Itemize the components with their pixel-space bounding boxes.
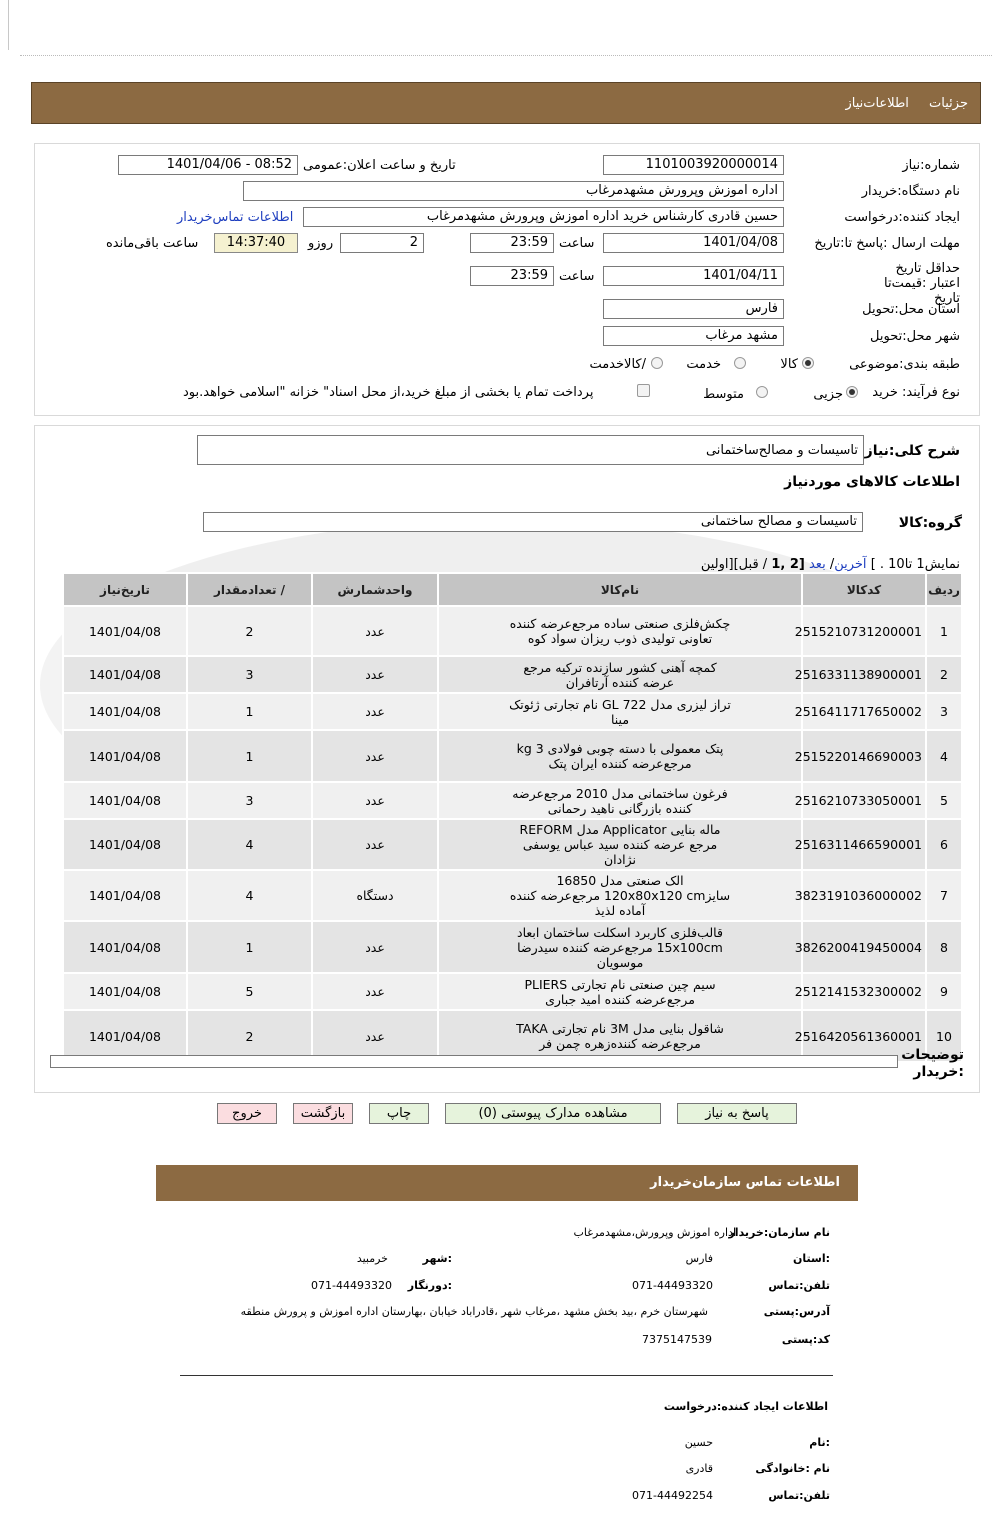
cell-unit: دستگاه bbox=[312, 870, 438, 921]
col-qty-header: / تعدادمقدار bbox=[187, 573, 312, 606]
pager-last-link[interactable]: آخرین bbox=[834, 557, 867, 572]
process-minor-label: جزیی bbox=[813, 387, 843, 402]
cell-row: 6 bbox=[926, 819, 962, 870]
cell-row: 9 bbox=[926, 973, 962, 1010]
cell-date: 1401/04/08 bbox=[63, 870, 187, 921]
cell-name: پتک معمولی با دسته چوبی فولادی 3 kg مرجع‌عرضه کننده ایران پتک bbox=[438, 730, 802, 782]
pager-prefix: نمایش1 تا10 . ] bbox=[870, 557, 960, 572]
cell-row: 5 bbox=[926, 782, 962, 819]
table-row[interactable] bbox=[63, 870, 962, 921]
table-header-row bbox=[63, 573, 962, 606]
deadline-date-field[interactable]: 1401/04/08 bbox=[603, 233, 784, 253]
cell-qty: 2 bbox=[187, 1010, 312, 1062]
category-goods-label: کالا bbox=[780, 357, 798, 372]
col-date-header: تاریخ‌نیاز bbox=[63, 573, 187, 606]
back-button[interactable]: بازگشت bbox=[293, 1103, 353, 1124]
buyer-notes-label: توضیحات :خریدار bbox=[901, 1047, 964, 1080]
announce-field[interactable]: 1401/04/06 - 08:52 bbox=[118, 155, 298, 175]
org-fax-value: 071-44493320 bbox=[311, 1279, 392, 1292]
page-border-line bbox=[8, 0, 9, 50]
radio-icon[interactable] bbox=[734, 357, 746, 369]
buyer-label: نام دستگاه:خریدار bbox=[861, 184, 960, 199]
creator-phone-label: تلفن:تماس bbox=[768, 1489, 830, 1502]
process-option-minor[interactable] bbox=[846, 384, 858, 399]
tab-details[interactable]: جزئیات bbox=[929, 96, 968, 111]
cell-name: کمچه آهنی کشور سازنده ترکیه مرجع عرضه کننده آرتافران bbox=[438, 656, 802, 693]
table-row[interactable] bbox=[63, 921, 962, 973]
general-description-label: شرح کلی:نیاز bbox=[864, 443, 960, 459]
creator-family-value: قادری bbox=[685, 1462, 713, 1475]
cell-unit: عدد bbox=[312, 782, 438, 819]
col-code-header: کدکالا bbox=[802, 573, 926, 606]
cell-unit: عدد bbox=[312, 819, 438, 870]
cell-qty: 4 bbox=[187, 819, 312, 870]
goods-group-field[interactable]: تاسیسات و مصالح ساختمانی bbox=[203, 512, 863, 532]
org-city-label: :شهر bbox=[422, 1252, 452, 1265]
cell-row: 4 bbox=[926, 730, 962, 782]
cell-name: شاقول بنایی مدل 3M نام تجارتی TAKA مرجع‌عرضه کننده‌زهره چمن فر bbox=[438, 1010, 802, 1062]
cell-unit: عدد bbox=[312, 693, 438, 730]
cell-code: 2516420561360001 bbox=[802, 1010, 926, 1062]
category-both-label: /کالاخدمت bbox=[589, 357, 646, 372]
treasury-checkbox[interactable] bbox=[637, 384, 650, 401]
cell-date: 1401/04/08 bbox=[63, 730, 187, 782]
cell-unit: عدد bbox=[312, 921, 438, 973]
payment-note: پرداخت تمام یا بخشی از مبلغ خرید،از محل اسناد" خزانه "اسلامی خواهد.بود bbox=[183, 385, 594, 400]
table-row[interactable] bbox=[63, 606, 962, 656]
table-row[interactable] bbox=[63, 730, 962, 782]
cell-row: 10 bbox=[926, 1010, 962, 1062]
deadline-time-field[interactable]: 23:59 bbox=[470, 233, 554, 253]
category-option-both[interactable] bbox=[651, 355, 663, 370]
radio-icon[interactable] bbox=[756, 386, 768, 398]
cell-date: 1401/04/08 bbox=[63, 1010, 187, 1062]
province-field[interactable]: فارس bbox=[603, 299, 784, 319]
section-divider bbox=[180, 1375, 833, 1376]
cell-name: سیم چین صنعتی نام تجارتی PLIERS مرجع‌عرضه کننده امید جباری bbox=[438, 973, 802, 1010]
days-label: روزو bbox=[308, 236, 334, 251]
city-field[interactable]: مشهد مرغاب bbox=[603, 326, 784, 346]
reply-button[interactable]: پاسخ به نیاز bbox=[677, 1103, 797, 1124]
buyer-contact-link[interactable]: اطلاعات تماس‌خریدار bbox=[177, 210, 294, 225]
org-contact-title: اطلاعات تماس سازمان‌خریدار bbox=[650, 1175, 840, 1190]
cell-qty: 1 bbox=[187, 921, 312, 973]
page-header bbox=[31, 82, 981, 124]
org-postal-value: 7375147539 bbox=[642, 1333, 712, 1346]
cell-name: تراز لیزری مدل GL 722 نام تجارتی ژئوتک مینا bbox=[438, 693, 802, 730]
cell-date: 1401/04/08 bbox=[63, 782, 187, 819]
need-number-label: شماره:نیاز bbox=[902, 158, 960, 173]
cell-code: 2515210731200001 bbox=[802, 606, 926, 656]
cell-code: 2512141532300002 bbox=[802, 973, 926, 1010]
cell-row: 7 bbox=[926, 870, 962, 921]
org-phone-value: 071-44493320 bbox=[632, 1279, 713, 1292]
pager-suffix: / قبل][اولین bbox=[700, 557, 768, 572]
goods-group-label: گروه:کالا bbox=[898, 515, 962, 531]
goods-info-title: اطلاعات کالاهای موردنیاز bbox=[784, 474, 960, 490]
cell-unit: عدد bbox=[312, 606, 438, 656]
cell-unit: عدد bbox=[312, 656, 438, 693]
cell-unit: عدد bbox=[312, 730, 438, 782]
cell-name: فرغون ساختمانی مدل 2010 مرجع‌عرضه کننده بازرگانی ناهید رحمانی bbox=[438, 782, 802, 819]
cell-qty: 3 bbox=[187, 656, 312, 693]
general-description-field[interactable]: تاسیسات و مصالح‌ساختمانی bbox=[197, 435, 864, 465]
org-city-value: خرمبید bbox=[356, 1252, 388, 1265]
days-field[interactable]: 2 bbox=[340, 233, 424, 253]
table-row[interactable] bbox=[63, 819, 962, 870]
category-service-label: خدمت bbox=[686, 357, 721, 372]
divider bbox=[20, 55, 992, 56]
cell-date: 1401/04/08 bbox=[63, 973, 187, 1010]
cell-qty: 2 bbox=[187, 606, 312, 656]
process-option-medium[interactable] bbox=[756, 384, 768, 399]
cell-code: 2516411717650002 bbox=[802, 693, 926, 730]
validity-time-label: ساعت bbox=[559, 269, 595, 284]
cell-date: 1401/04/08 bbox=[63, 693, 187, 730]
cell-code: 3826200419450004 bbox=[802, 921, 926, 973]
cell-unit: عدد bbox=[312, 973, 438, 1010]
process-label: نوع فرآیند: خرید bbox=[872, 385, 960, 400]
attachments-button[interactable]: مشاهده مدارک پیوستی (0) bbox=[445, 1103, 661, 1124]
cell-date: 1401/04/08 bbox=[63, 606, 187, 656]
cell-name: قالب‌فلزی کاربرد اسکلت ساختمان ابعاد 15x100cm مرجع‌عرضه کننده سیدرضا موسویان bbox=[438, 921, 802, 973]
tab-need-info[interactable]: اطلاعات‌نیاز bbox=[845, 96, 909, 111]
checkbox-icon[interactable] bbox=[637, 384, 650, 397]
cell-qty: 4 bbox=[187, 870, 312, 921]
cell-qty: 1 bbox=[187, 693, 312, 730]
radio-selected-icon[interactable] bbox=[846, 386, 858, 398]
org-fax-label: :دورنگار bbox=[407, 1279, 452, 1292]
creator-family-label: نام :خانوادگی bbox=[755, 1462, 830, 1475]
cell-name: الک صنعتی مدل 16850 سایز120x80x120 cm مرجع‌عرضه کننده آماده لذیذ bbox=[438, 870, 802, 921]
cell-code: 2515220146690003 bbox=[802, 730, 926, 782]
category-option-service[interactable] bbox=[734, 355, 746, 370]
org-province-label: :استان bbox=[793, 1252, 830, 1265]
creator-info-title: اطلاعات ایجاد کننده:درخواست bbox=[663, 1400, 828, 1413]
pager-pages[interactable]: [2 ,1 bbox=[771, 557, 805, 572]
cell-date: 1401/04/08 bbox=[63, 921, 187, 973]
remaining-time-field: 14:37:40 bbox=[214, 233, 298, 253]
creator-name-value: حسین bbox=[684, 1436, 713, 1449]
cell-row: 8 bbox=[926, 921, 962, 973]
org-contact-header bbox=[156, 1165, 858, 1201]
category-option-goods[interactable] bbox=[802, 355, 814, 370]
cell-name: چکش‌فلزی صنعتی ساده مرجع‌عرضه کننده تعاونی تولیدی ذوب ریزان سواد کوه bbox=[438, 606, 802, 656]
table-row[interactable] bbox=[63, 656, 962, 693]
validity-date-field[interactable]: 1401/04/11 bbox=[603, 266, 784, 286]
radio-selected-icon[interactable] bbox=[802, 357, 814, 369]
buyer-field[interactable]: اداره اموزش وپرورش مشهدمرغاب bbox=[243, 181, 784, 201]
cell-row: 2 bbox=[926, 656, 962, 693]
cell-date: 1401/04/08 bbox=[63, 656, 187, 693]
category-label: طبقه بندی:موضوعی bbox=[849, 357, 960, 372]
org-address-label: آدرس:پستی bbox=[763, 1305, 830, 1318]
org-address-value: شهرستان خرم ،بید بخش مشهد ،مرغاب شهر ،قادراباد خیابان ،بهارستان اداره اموزش و پرورش منطقه bbox=[240, 1305, 708, 1318]
announce-label: تاریخ و ساعت اعلان:عمومی bbox=[303, 158, 456, 173]
buyer-notes-field[interactable] bbox=[50, 1055, 898, 1068]
col-unit-header: واحدشمارش bbox=[312, 573, 438, 606]
cell-code: 2516210733050001 bbox=[802, 782, 926, 819]
cell-row: 3 bbox=[926, 693, 962, 730]
cell-code: 2516311466590001 bbox=[802, 819, 926, 870]
cell-name: ماله بنایی Applicator مدل REFORM مرجع عرضه کننده سید عباس یوسفی نژادان bbox=[438, 819, 802, 870]
col-name-header: نام‌کالا bbox=[438, 573, 802, 606]
city-label: شهر محل:تحویل bbox=[870, 329, 960, 344]
province-label: استان محل:تحویل bbox=[862, 302, 960, 317]
creator-label: ایجاد کننده:درخواست bbox=[844, 210, 960, 225]
cell-qty: 1 bbox=[187, 730, 312, 782]
org-postal-label: کد:پستی bbox=[781, 1333, 830, 1346]
cell-date: 1401/04/08 bbox=[63, 819, 187, 870]
pager-next-link[interactable]: بعد bbox=[808, 557, 826, 572]
org-name-value: اداره اموزش وپرورش،مشهدمرغاب bbox=[573, 1226, 736, 1239]
cell-row: 1 bbox=[926, 606, 962, 656]
need-number-field[interactable]: 1101003920000014 bbox=[603, 155, 784, 175]
pager: نمایش1 تا10 . ] آخرین/ بعد [2 ,1 / قبل][اولین bbox=[700, 557, 960, 572]
col-row-header: ردیف bbox=[926, 573, 962, 606]
cell-unit: عدد bbox=[312, 1010, 438, 1062]
cell-qty: 5 bbox=[187, 973, 312, 1010]
deadline-label: مهلت ارسال :پاسخ تا:تاریخ bbox=[814, 236, 960, 251]
cell-code: 3823191036000002 bbox=[802, 870, 926, 921]
cell-qty: 3 bbox=[187, 782, 312, 819]
exit-button[interactable]: خروج bbox=[217, 1103, 277, 1124]
radio-icon[interactable] bbox=[651, 357, 663, 369]
table-row[interactable] bbox=[63, 693, 962, 730]
creator-field[interactable]: حسین قادری کارشناس خرید اداره اموزش وپرورش مشهدمرغاب bbox=[303, 207, 784, 227]
org-name-label: نام سازمان:خریدار bbox=[728, 1226, 830, 1239]
deadline-time-label: ساعت bbox=[559, 236, 595, 251]
creator-name-label: :نام bbox=[809, 1436, 830, 1449]
org-phone-label: تلفن:تماس bbox=[768, 1279, 830, 1292]
process-medium-label: متوسط bbox=[703, 387, 744, 402]
org-province-value: فارس bbox=[685, 1252, 713, 1265]
print-button[interactable]: چاپ bbox=[369, 1103, 429, 1124]
remaining-label: ساعت باقی‌مانده bbox=[106, 236, 199, 251]
validity-label: حداقل تاریخ اعتبار :قیمت‌تا تاریخ bbox=[884, 261, 960, 306]
creator-phone-value: 071-44492254 bbox=[632, 1489, 713, 1502]
table-row[interactable] bbox=[63, 973, 962, 1010]
goods-table bbox=[62, 572, 963, 1063]
cell-code: 2516331138900001 bbox=[802, 656, 926, 693]
table-row[interactable] bbox=[63, 782, 962, 819]
validity-time-field[interactable]: 23:59 bbox=[470, 266, 554, 286]
